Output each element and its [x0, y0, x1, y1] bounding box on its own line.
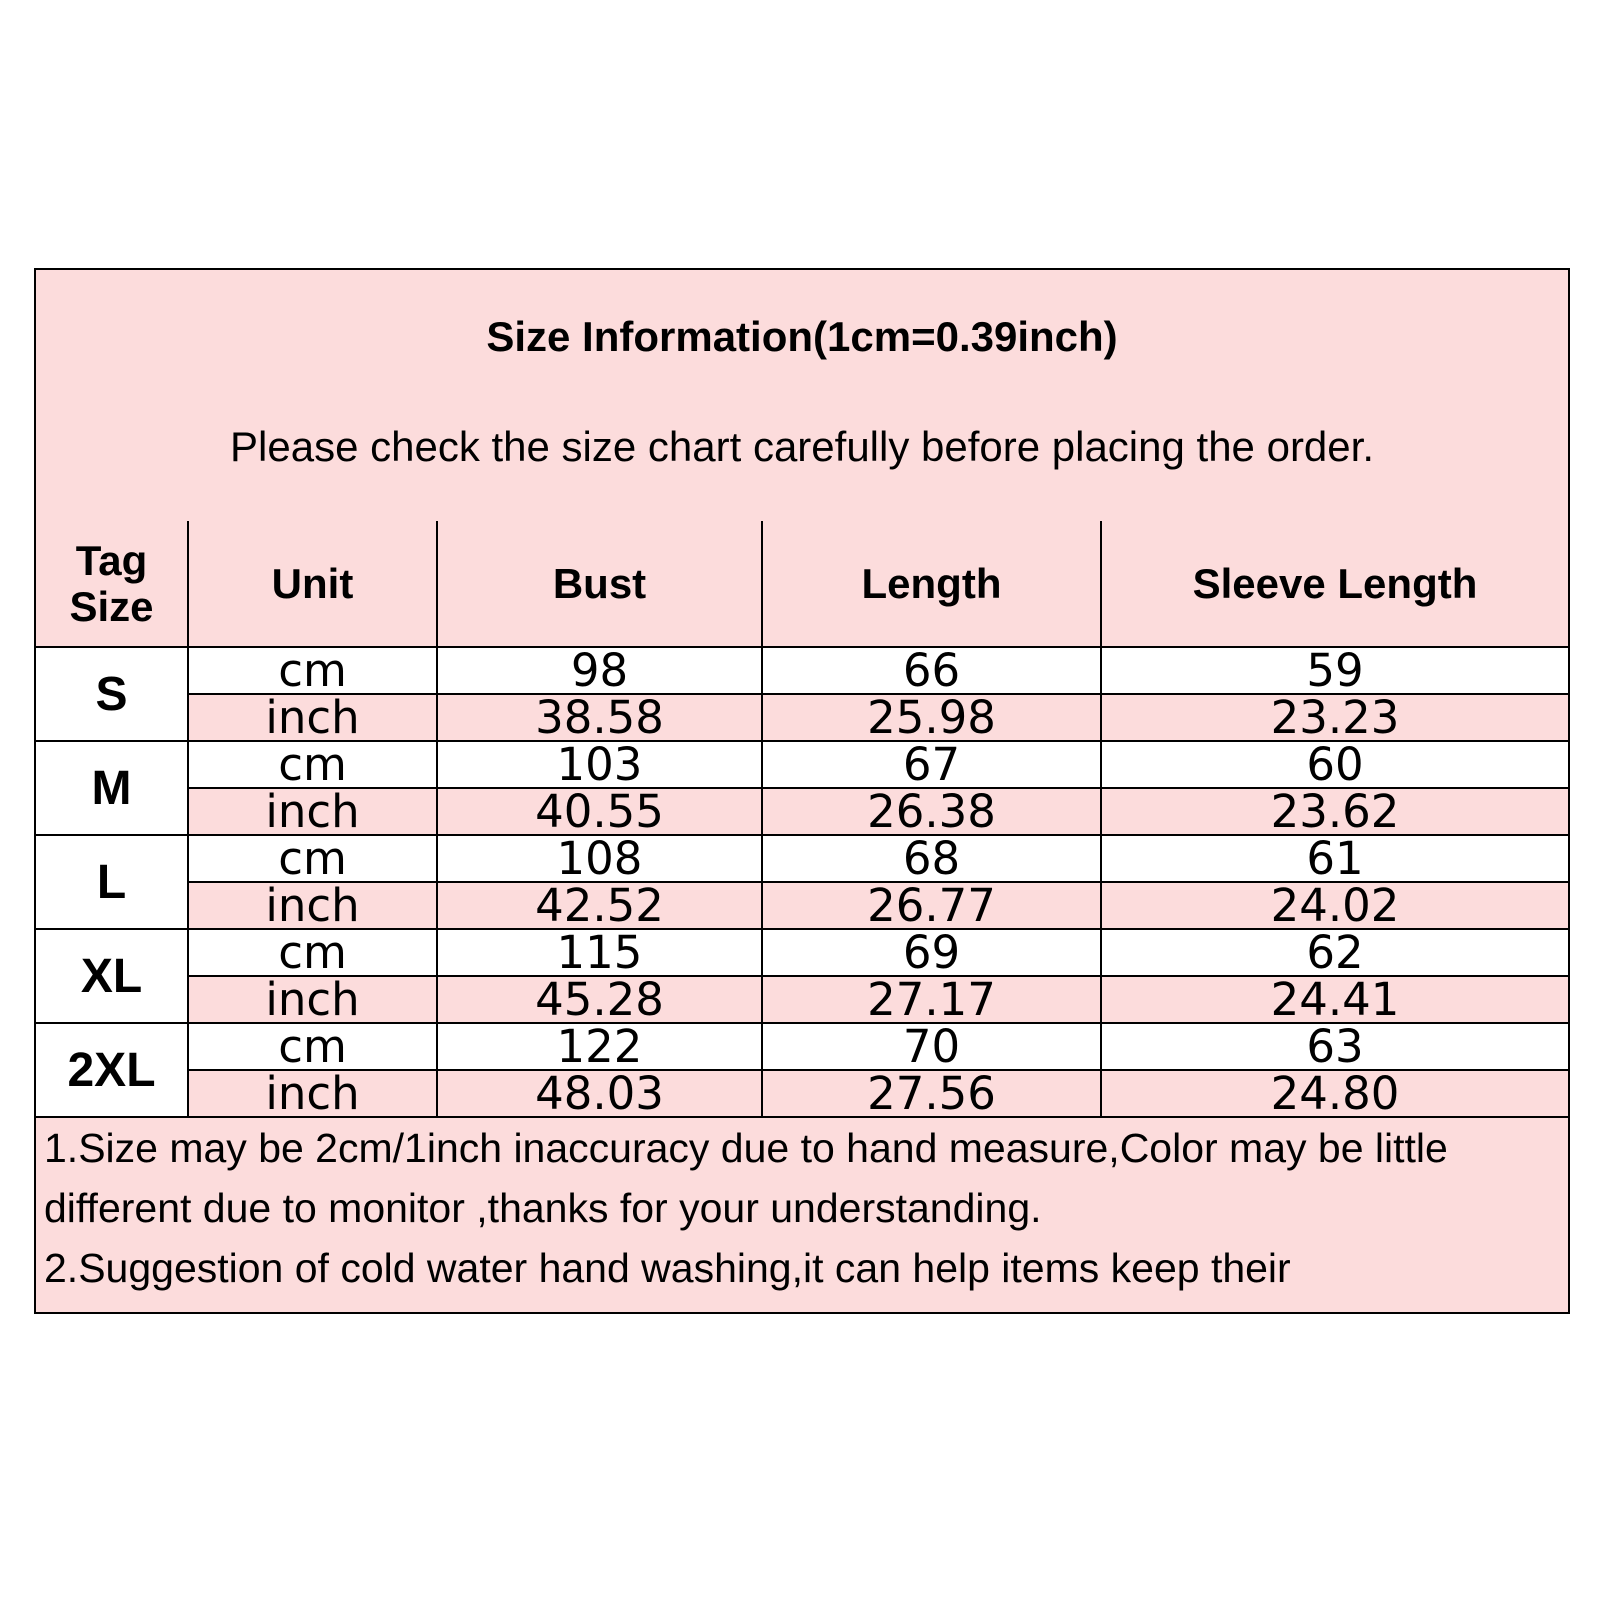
bust-cell: 98 — [437, 647, 762, 694]
length-cell: 69 — [762, 929, 1101, 976]
sleeve-cell: 24.02 — [1101, 882, 1568, 929]
bust-cell: 38.58 — [437, 694, 762, 741]
unit-cell: inch — [188, 694, 437, 741]
header-bust: Bust — [437, 521, 762, 647]
sleeve-cell: 24.41 — [1101, 976, 1568, 1023]
sleeve-cell: 62 — [1101, 929, 1568, 976]
tag-size-cell: M — [36, 741, 188, 835]
sleeve-cell: 63 — [1101, 1023, 1568, 1070]
unit-cell: cm — [188, 741, 437, 788]
table-row — [36, 882, 1568, 929]
tag-size-cell: XL — [36, 929, 188, 1023]
unit-cell: inch — [188, 976, 437, 1023]
unit-cell: cm — [188, 929, 437, 976]
unit-cell: cm — [188, 835, 437, 882]
tag-size-cell: L — [36, 835, 188, 929]
sleeve-cell: 60 — [1101, 741, 1568, 788]
length-cell: 26.77 — [762, 882, 1101, 929]
unit-cell: inch — [188, 1070, 437, 1117]
header-sleeve-length: Sleeve Length — [1101, 521, 1568, 647]
length-cell: 66 — [762, 647, 1101, 694]
bust-cell: 42.52 — [437, 882, 762, 929]
length-cell: 70 — [762, 1023, 1101, 1070]
table-header-row — [36, 521, 1568, 647]
table-row — [36, 929, 1568, 976]
sleeve-cell: 24.80 — [1101, 1070, 1568, 1117]
tag-size-cell: 2XL — [36, 1023, 188, 1117]
table-row — [36, 835, 1568, 882]
table-row — [36, 1070, 1568, 1117]
unit-cell: cm — [188, 647, 437, 694]
table-row — [36, 647, 1568, 694]
sleeve-cell: 59 — [1101, 647, 1568, 694]
size-table — [36, 521, 1568, 1118]
table-row — [36, 741, 1568, 788]
size-chart-subtitle: Please check the size chart carefully before placing the order. — [230, 423, 1374, 470]
bust-cell: 103 — [437, 741, 762, 788]
bust-cell: 45.28 — [437, 976, 762, 1023]
length-cell: 67 — [762, 741, 1101, 788]
unit-cell: cm — [188, 1023, 437, 1070]
bust-cell: 48.03 — [437, 1070, 762, 1117]
unit-cell: inch — [188, 788, 437, 835]
size-chart-header — [36, 270, 1568, 523]
length-cell: 25.98 — [762, 694, 1101, 741]
tag-size-cell: S — [36, 647, 188, 741]
length-cell: 27.17 — [762, 976, 1101, 1023]
bust-cell: 108 — [437, 835, 762, 882]
table-row — [36, 1023, 1568, 1070]
bust-cell: 40.55 — [437, 788, 762, 835]
size-chart — [34, 268, 1570, 1314]
size-notes — [44, 1118, 1558, 1298]
table-row — [36, 694, 1568, 741]
length-cell: 26.38 — [762, 788, 1101, 835]
note-2: 2.Suggestion of cold water hand washing,it can help items keep their — [44, 1245, 1291, 1291]
header-unit: Unit — [188, 521, 437, 647]
bust-cell: 115 — [437, 929, 762, 976]
sleeve-cell: 23.23 — [1101, 694, 1568, 741]
sleeve-cell: 23.62 — [1101, 788, 1568, 835]
size-chart-title: Size Information(1cm=0.39inch) — [486, 313, 1118, 360]
sleeve-cell: 61 — [1101, 835, 1568, 882]
header-tag-size: Tag Size — [36, 521, 188, 647]
note-1: 1.Size may be 2cm/1inch inaccuracy due to hand measure,Color may be little different due to monitor ,thanks for your understanding. — [44, 1125, 1448, 1231]
length-cell: 68 — [762, 835, 1101, 882]
bust-cell: 122 — [437, 1023, 762, 1070]
header-length: Length — [762, 521, 1101, 647]
unit-cell: inch — [188, 882, 437, 929]
table-row — [36, 788, 1568, 835]
table-row — [36, 976, 1568, 1023]
length-cell: 27.56 — [762, 1070, 1101, 1117]
